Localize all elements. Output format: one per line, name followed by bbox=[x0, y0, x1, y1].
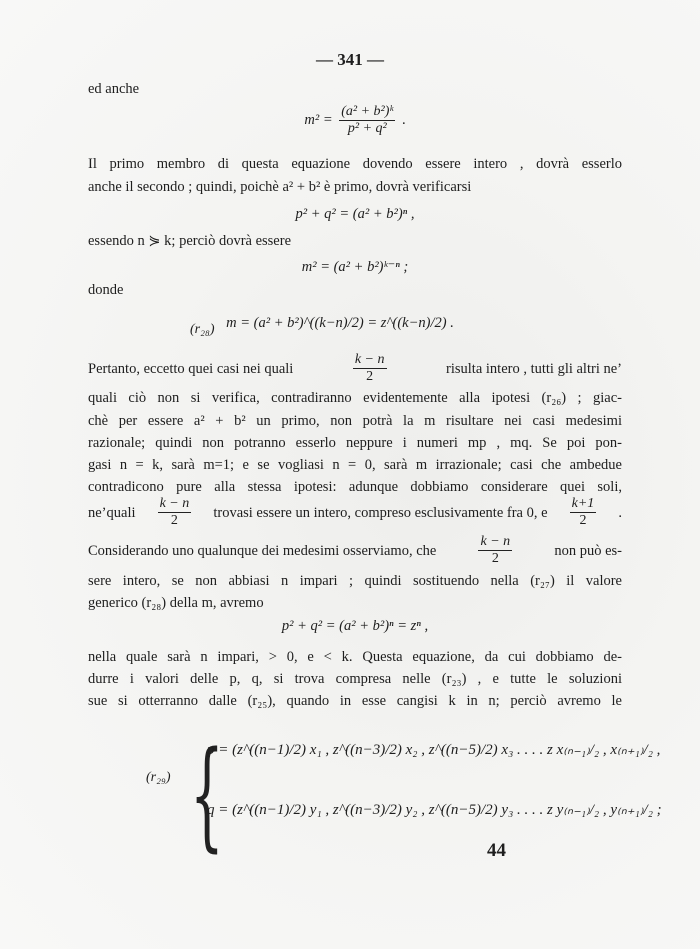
fraction-numerator: k − n bbox=[480, 534, 511, 549]
fraction bbox=[570, 496, 597, 529]
text-line: sue si otterranno dalle (r₂₅), quando in esse cangisi k in n; perciò avremo le bbox=[88, 693, 622, 709]
system-row-p: p = (z^((n−1)/2) x₁ , z^((n−3)/2) x₂ , z^((n−5)/2) x₃ . . . . z x₍ₙ₋₁₎/₂ , x₍ₙ₊₁₎/₂ , bbox=[207, 742, 661, 758]
equation-m-squared bbox=[88, 104, 622, 137]
equation-end: . bbox=[401, 111, 406, 128]
text-segment: trovasi essere un intero, compreso esclusivamente fra 0, e bbox=[213, 504, 548, 521]
text-line: contradicono pure alla stessa ipotesi: adunque dobbiamo considerare quei soli, bbox=[88, 479, 622, 495]
text-line bbox=[88, 352, 622, 385]
page-number: — 341 — bbox=[316, 50, 384, 69]
text-line: nella quale sarà n impari, > 0, e < k. Questa equazione, da cui dobbiamo de- bbox=[88, 649, 622, 665]
text-segment: . bbox=[618, 504, 622, 521]
text-segment: Considerando uno qualunque dei medesimi osserviamo, che bbox=[88, 542, 437, 559]
fraction bbox=[478, 534, 512, 567]
fraction-denominator: p² + q² bbox=[347, 121, 387, 136]
text-line: essendo n ⋟ k; perciò dovrà essere bbox=[88, 233, 291, 249]
text-line: durre i valori delle p, q, si trova compresa nelle (r₂₃) , e tutte le soluzioni bbox=[88, 671, 622, 687]
text-line bbox=[88, 534, 622, 567]
text-line: chè per essere a² + b² un primo, non potrà la m risultare nei casi medesimi bbox=[88, 413, 622, 429]
text-line: Il primo membro di questa equazione dovendo essere intero , dovrà esserlo bbox=[88, 156, 622, 172]
text-line: anche il secondo ; quindi, poichè a² + b² è primo, dovrà verificarsi bbox=[88, 179, 472, 195]
fraction-numerator: k − n bbox=[354, 352, 385, 367]
text-line bbox=[88, 496, 622, 529]
text-line: donde bbox=[88, 282, 124, 298]
text-segment: Pertanto, eccetto quei casi nei quali bbox=[88, 360, 294, 377]
equation: p² + q² = (a² + b²)ⁿ = zⁿ , bbox=[281, 618, 429, 634]
text-segment: risulta intero , tutti gli altri ne’ bbox=[446, 360, 622, 377]
fraction-numerator: k − n bbox=[159, 496, 190, 511]
fraction-denominator: 2 bbox=[366, 369, 374, 384]
brace-icon: { bbox=[190, 725, 224, 863]
fraction bbox=[339, 104, 395, 137]
text-line: gasi n = k, sarà m=1; e se vogliasi n = 0, sarà m irrazionale; casi che ambedue bbox=[88, 457, 622, 473]
equation: p² + q² = (a² + b²)ⁿ , bbox=[295, 206, 415, 222]
fraction bbox=[353, 352, 387, 385]
equation-label: (r₂₉) bbox=[146, 770, 171, 785]
fraction-numerator: k+1 bbox=[571, 496, 595, 511]
text-segment: non può es- bbox=[554, 542, 622, 559]
equation: m² = (a² + b²)ᵏ⁻ⁿ ; bbox=[301, 259, 409, 275]
equation-label: (r₂₈) bbox=[190, 322, 215, 337]
fraction bbox=[158, 496, 192, 529]
text-segment: ne’quali bbox=[88, 504, 136, 521]
signature-mark: 44 bbox=[487, 840, 506, 861]
system-row-q: q = (z^((n−1)/2) y₁ , z^((n−3)/2) y₂ , z^((n−5)/2) y₃ . . . . z y₍ₙ₋₁₎/₂ , y₍ₙ₊₁₎/₂ ; bbox=[207, 802, 662, 818]
text-line: sere intero, se non abbiasi n impari ; quindi sostituendo nella (r₂₇) il valore bbox=[88, 573, 622, 589]
text-line: quali ciò non si verifica, contradiranno evidentemente alla ipotesi (r₂₆) ; giac- bbox=[88, 390, 622, 406]
equation-r28: m = (a² + b²)^((k−n)/2) = z^((k−n)/2) . bbox=[226, 315, 454, 331]
fraction-denominator: 2 bbox=[170, 513, 178, 528]
text-line: ed anche bbox=[88, 81, 140, 97]
text-line: razionale; quindi non potranno esserlo neppure i numeri mp , mq. Se poi pon- bbox=[88, 435, 622, 451]
text-line: generico (r₂₈) della m, avremo bbox=[88, 595, 264, 611]
fraction-denominator: 2 bbox=[579, 513, 587, 528]
equation-lhs: m² = bbox=[304, 111, 333, 128]
fraction-denominator: 2 bbox=[491, 551, 499, 566]
fraction-numerator: (a² + b²)ᵏ bbox=[341, 104, 394, 119]
